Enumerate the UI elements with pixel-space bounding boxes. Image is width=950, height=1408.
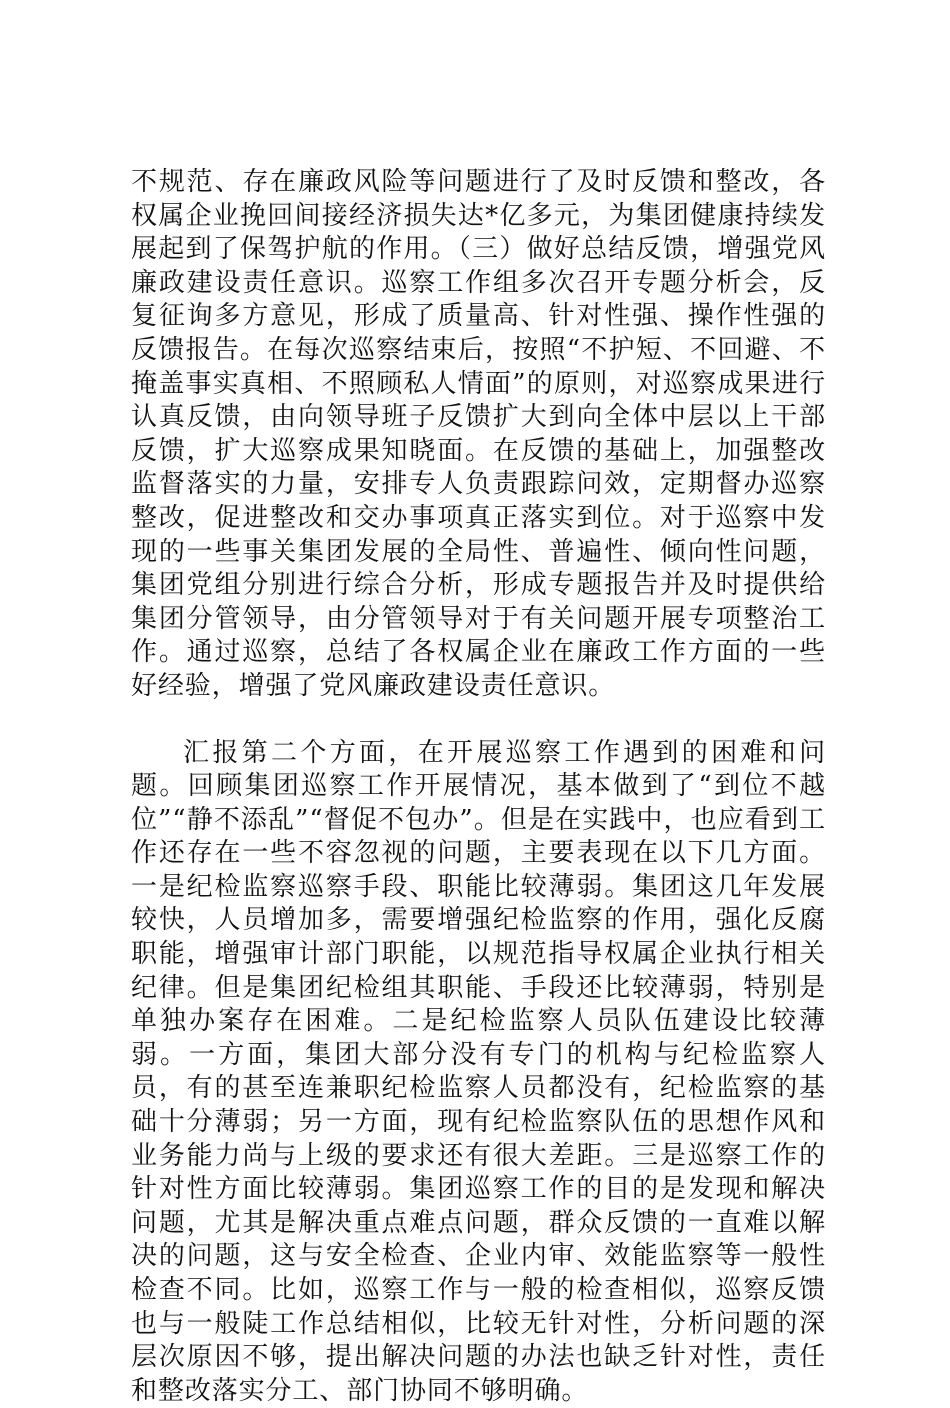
paragraph-continuation: 不规范、存在廉政风险等问题进行了及时反馈和整改，各权属企业挽回间接经济损失达*亿多元，为集团健康持续发展起到了保驾护航的作用。（三）做好总结反馈，增强党风廉政建设责任意识。巡察工作组多次召开专题分析会，反复征询多方意见，形成了质量高、针对性强、操作性强的反馈报告。在每次巡察结束后，按照“不护短、不回避、不掩盖事实真相、不照顾私人情面”的原则，对巡察成果进行认真反馈，由向领导班子反馈扩大到向全体中层以上干部反馈，扩大巡察成果知晓面。在反馈的基础上，加强整改监督落实的力量，安排专人负责跟踪问效，定期督办巡察整改，促进整改和交办事项真正落实到位。对于巡察中发现的一些事关集团发展的全局性、普遍性、倾向性问题，集团党组分别进行综合分析，形成专题报告并及时提供给集团分管领导，由分管领导对于有关问题开展专项整治工作。通过巡察，总结了各权属企业在廉政工作方面的一些好经验，增强了党风廉政建设责任意识。 [131, 166, 826, 704]
document-body [131, 166, 826, 1408]
paragraph-difficulties-and-problems: 汇报第二个方面，在开展巡察工作遇到的困难和问题。回顾集团巡察工作开展情况，基本做到了“到位不越位”“静不添乱”“督促不包办”。但是在实践中，也应看到工作还存在一些不容忽视的问题，主要表现在以下几方面。一是纪检监察巡察手段、职能比较薄弱。集团这几年发展较快，人员增加多，需要增强纪检监察的作用，强化反腐职能，增强审计部门职能，以规范指导权属企业执行相关纪律。但是集团纪检组其职能、手段还比较薄弱，特别是单独办案存在困难。二是纪检监察人员队伍建设比较薄弱。一方面，集团大部分没有专门的机构与纪检监察人员，有的甚至连兼职纪检监察人员都没有，纪检监察的基础十分薄弱；另一方面，现有纪检监察队伍的思想作风和业务能力尚与上级的要求还有很大差距。三是巡察工作的针对性方面比较薄弱。集团巡察工作的目的是发现和解决问题，尤其是解决重点难点问题，群众反馈的一直难以解决的问题，这与安全检查、企业内审、效能监察等一般性检查不同。比如，巡察工作与一般的检查相似，巡察反馈也与一般陡工作总结相似，比较无针对性，分析问题的深层次原因不够，提出解决问题的办法也缺乏针对性，责任和整改落实分工、部门协同不够明确。 [131, 737, 826, 1408]
